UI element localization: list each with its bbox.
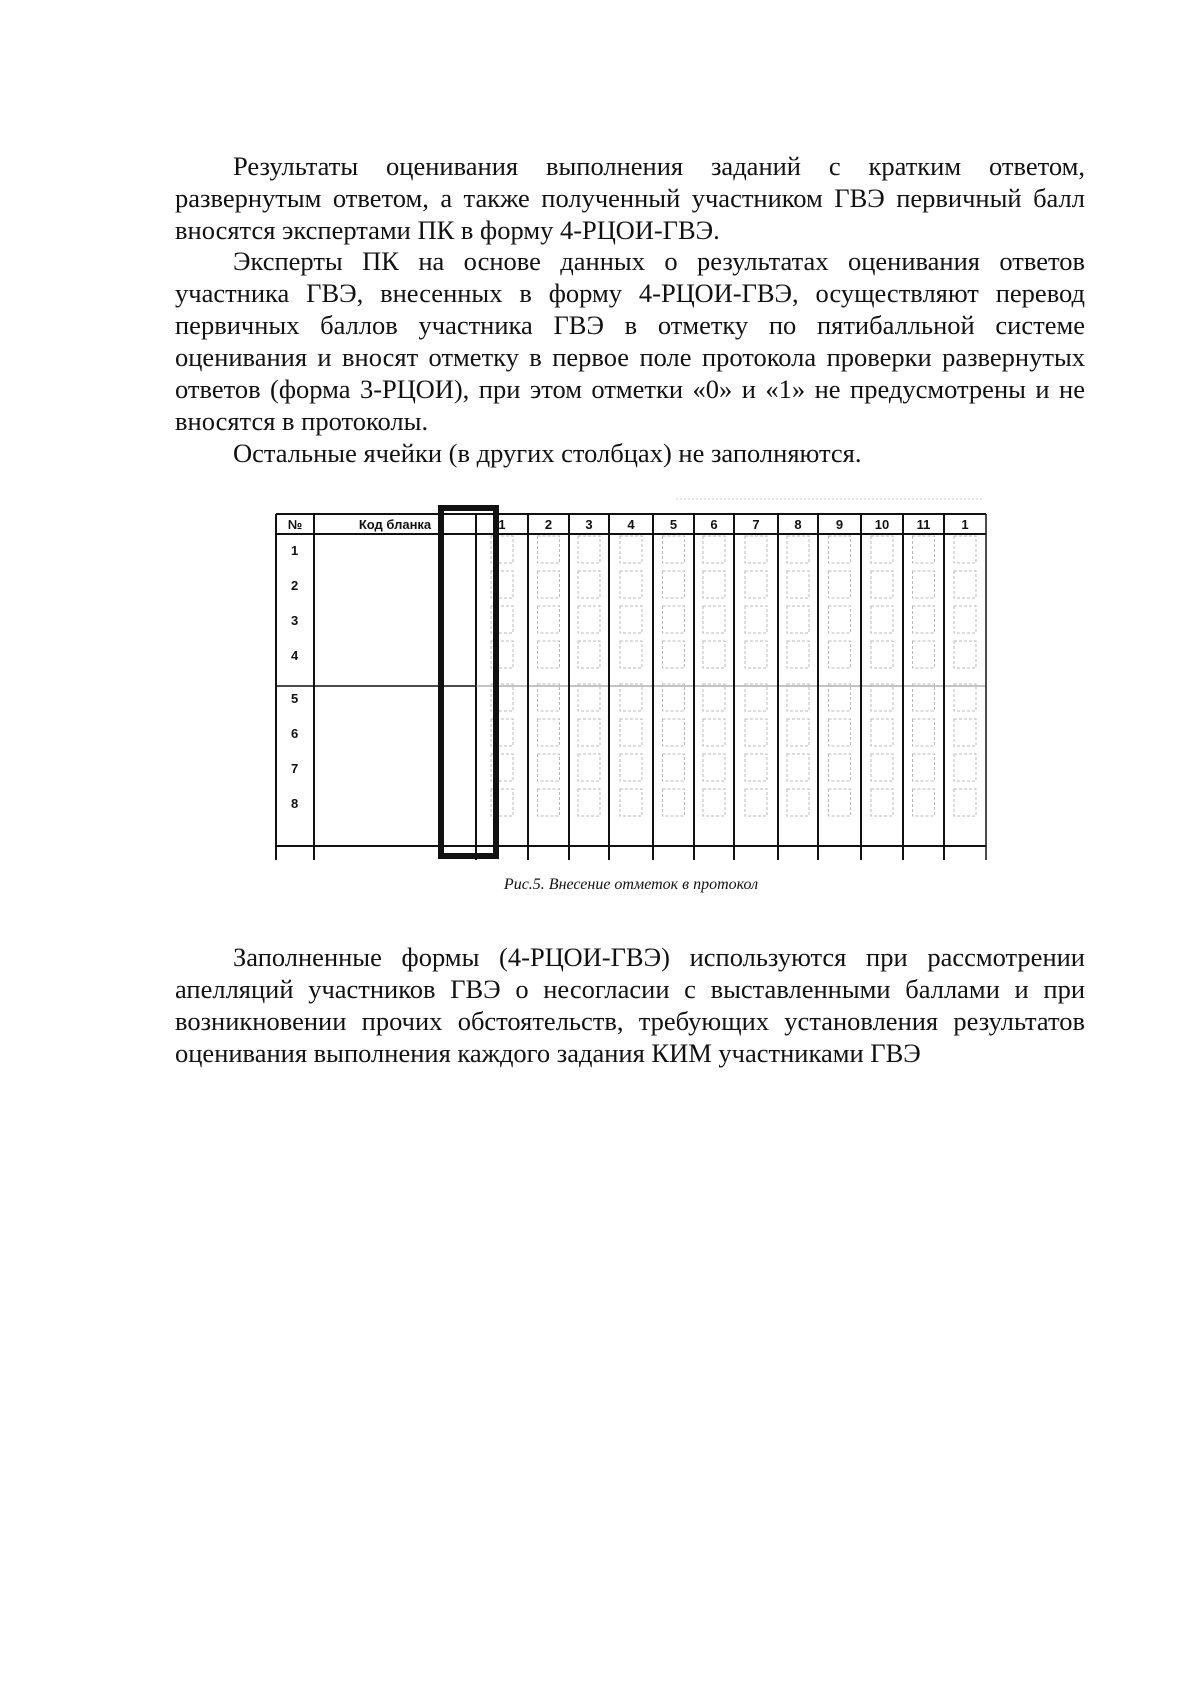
paragraph-3: Остальные ячейки (в других столбцах) не заполняются.	[233, 438, 862, 468]
figure-caption: Рис.5. Внесение отметок в протокол	[503, 876, 759, 893]
answer-cell-box	[829, 641, 851, 668]
column-header-7: 7	[752, 517, 760, 532]
answer-cell-box	[954, 684, 976, 711]
answer-cell-box	[620, 789, 642, 816]
answer-cell-box	[954, 536, 976, 563]
column-header-9: 9	[835, 517, 844, 532]
answer-cell-box	[538, 789, 560, 816]
answer-cell-box	[663, 754, 685, 781]
row-number-4: 4	[291, 648, 299, 663]
answer-cell-box	[620, 571, 642, 598]
answer-cell-box	[578, 641, 600, 668]
answer-cell-box	[745, 641, 767, 668]
answer-cell-box	[538, 536, 560, 563]
answer-cell-box	[578, 719, 600, 746]
answer-cell-box	[620, 606, 642, 633]
answer-cell-box	[538, 719, 560, 746]
paragraph-2: Эксперты ПК на основе данных о результатах оценивания ответов участника ГВЭ, внесенных в форму 4-РЦОИ-ГВЭ, осуществляют перевод первичных баллов участника ГВЭ в отметку по пятибалльной системе оценивания и вносят отметку в первое поле протокола проверки развернутых ответов (форма 3-РЦОИ), при этом отметки «0» и «1» не предусмотрены и не вносятся в протоколы.	[175, 246, 1085, 436]
answer-cell-box	[578, 571, 600, 598]
answer-cell-box	[829, 754, 851, 781]
answer-cell-box	[913, 719, 935, 746]
answer-cell-box	[871, 789, 893, 816]
row-number-8: 8	[291, 796, 299, 811]
answer-cell-box	[787, 571, 809, 598]
answer-cell-box	[871, 606, 893, 633]
answer-cell-box	[703, 536, 725, 563]
answer-cell-box	[829, 571, 851, 598]
answer-cell-box	[954, 641, 976, 668]
answer-cell-box	[538, 641, 560, 668]
column-header-3: 3	[585, 517, 593, 532]
answer-cell-box	[620, 684, 642, 711]
answer-cell-box	[871, 641, 893, 668]
column-header-11: 11	[916, 517, 931, 532]
answer-cell-box	[954, 789, 976, 816]
answer-cell-box	[871, 719, 893, 746]
header-number-label: №	[287, 517, 303, 532]
column-header-6: 6	[710, 517, 718, 532]
answer-cell-box	[787, 754, 809, 781]
row-number-7: 7	[291, 761, 299, 776]
answer-cell-box	[663, 684, 685, 711]
answer-cell-box	[578, 789, 600, 816]
answer-cell-box	[913, 606, 935, 633]
column-header-8: 8	[794, 517, 802, 532]
answer-cell-box	[663, 536, 685, 563]
answer-cell-box	[913, 754, 935, 781]
answer-cell-box	[871, 754, 893, 781]
answer-cell-box	[578, 754, 600, 781]
row-number-6: 6	[291, 726, 299, 741]
answer-cell-box	[829, 536, 851, 563]
answer-cell-box	[871, 536, 893, 563]
answer-cell-box	[829, 684, 851, 711]
answer-cell-box	[787, 536, 809, 563]
answer-cell-box	[703, 754, 725, 781]
answer-cell-box	[538, 684, 560, 711]
answer-cell-box	[538, 571, 560, 598]
column-header-1: 1	[498, 517, 506, 532]
header-code-label: Код бланка	[358, 517, 432, 532]
answer-cell-box	[745, 719, 767, 746]
answer-cell-box	[913, 641, 935, 668]
answer-cell-box	[620, 641, 642, 668]
answer-cell-box	[954, 754, 976, 781]
answer-cell-box	[703, 606, 725, 633]
answer-cell-box	[787, 606, 809, 633]
answer-cell-box	[620, 754, 642, 781]
answer-cell-box	[829, 719, 851, 746]
answer-cell-box	[663, 641, 685, 668]
answer-cell-box	[663, 606, 685, 633]
answer-cell-box	[578, 684, 600, 711]
row-number-1: 1	[291, 543, 299, 558]
answer-cell-box	[871, 571, 893, 598]
column-header-4: 4	[627, 517, 635, 532]
answer-cell-box	[787, 641, 809, 668]
row-number-2: 2	[291, 578, 299, 593]
answer-cell-box	[538, 754, 560, 781]
answer-cell-box	[620, 536, 642, 563]
answer-cell-box	[745, 684, 767, 711]
answer-cell-box	[745, 754, 767, 781]
answer-cell-box	[703, 719, 725, 746]
answer-cell-box	[871, 684, 893, 711]
answer-cell-box	[954, 571, 976, 598]
answer-cell-box	[620, 719, 642, 746]
column-header-12: 1	[961, 517, 969, 532]
answer-cell-box	[703, 641, 725, 668]
answer-cell-box	[703, 571, 725, 598]
answer-cell-box	[913, 571, 935, 598]
answer-cell-box	[745, 789, 767, 816]
answer-cell-box	[703, 684, 725, 711]
column-header-10: 10	[874, 517, 890, 532]
protocol-table	[276, 496, 986, 876]
column-header-2: 2	[544, 517, 553, 532]
answer-cell-box	[913, 684, 935, 711]
protocol-figure	[276, 496, 986, 876]
answer-cell-box	[663, 789, 685, 816]
answer-cell-box	[787, 789, 809, 816]
answer-cell-box	[829, 789, 851, 816]
answer-cell-box	[913, 789, 935, 816]
row-number-3: 3	[291, 613, 299, 628]
paragraph-4: Заполненные формы (4-РЦОИ-ГВЭ) используются при рассмотрении апелляций участников ГВЭ о несогласии с выставленными баллами и при возникновении прочих обстоятельств, требующих установления результатов оценивания выполнения каждого задания КИМ участниками ГВЭ	[175, 942, 1085, 1068]
answer-cell-box	[745, 571, 767, 598]
answer-cell-box	[663, 571, 685, 598]
answer-cell-box	[703, 789, 725, 816]
answer-cell-box	[745, 536, 767, 563]
answer-cell-box	[829, 606, 851, 633]
answer-cell-box	[663, 719, 685, 746]
answer-cell-box	[787, 719, 809, 746]
paragraph-1: Результаты оценивания выполнения заданий с кратким ответом, развернутым ответом, а также полученный участником ГВЭ первичный балл вносятся экспертами ПК в форму 4-РЦОИ-ГВЭ.	[175, 151, 1085, 245]
column-header-5: 5	[669, 517, 678, 532]
highlighted-column-frame	[441, 508, 496, 856]
answer-cell-box	[954, 719, 976, 746]
answer-cell-box	[745, 606, 767, 633]
answer-cell-box	[578, 536, 600, 563]
row-number-5: 5	[291, 691, 299, 706]
answer-cell-box	[954, 606, 976, 633]
answer-cell-box	[913, 536, 935, 563]
answer-cell-box	[538, 606, 560, 633]
answer-cell-box	[578, 606, 600, 633]
answer-cell-box	[787, 684, 809, 711]
